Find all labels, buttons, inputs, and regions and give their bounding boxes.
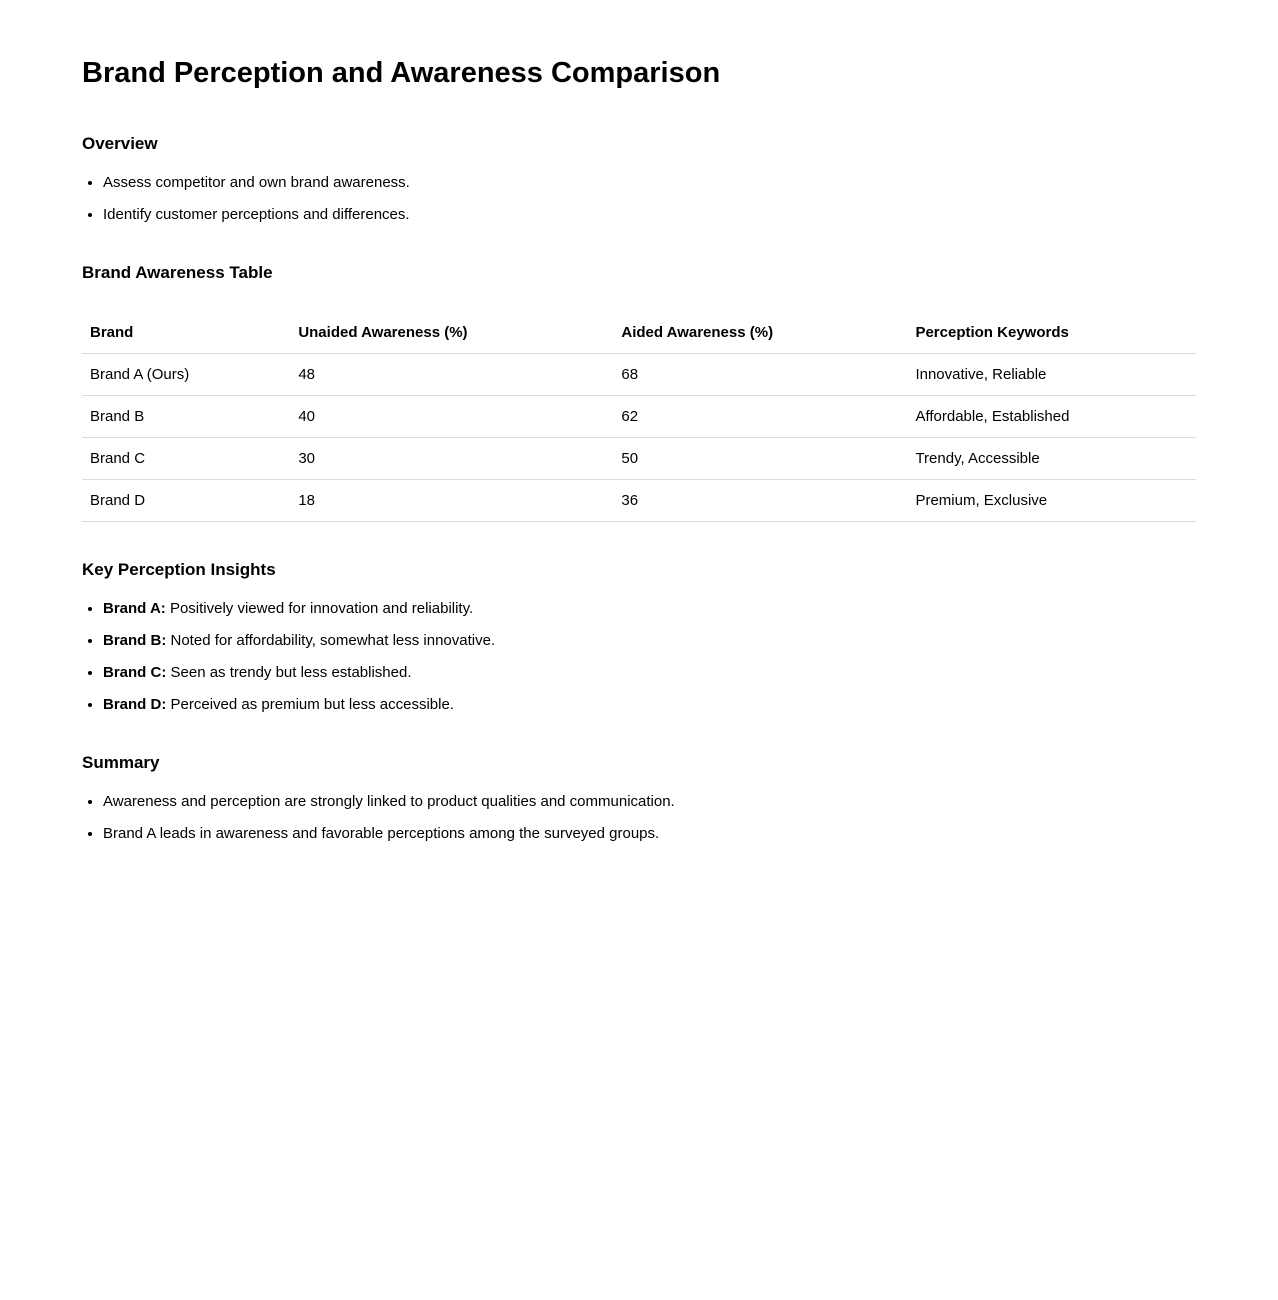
list-item: • Brand A leads in awareness and favorable perceptions among the surveyed groups.: [103, 823, 1196, 844]
table-row: [82, 353, 1196, 395]
insights-heading: Key Perception Insights: [82, 559, 276, 579]
list-item: • Identify customer perceptions and differences.: [103, 204, 1196, 225]
list-item: [103, 630, 1196, 651]
table-cell: 18: [290, 479, 613, 521]
insight-brand-label: Brand C:: [103, 664, 167, 682]
table-cell: Trendy, Accessible: [907, 437, 1196, 479]
overview-list: [82, 172, 1196, 225]
section-brand-awareness-table: [82, 263, 1196, 521]
table-cell: Brand C: [82, 437, 290, 479]
table-cell: 62: [613, 395, 907, 437]
table-row: [82, 479, 1196, 521]
insight-brand-label: Brand B:: [103, 632, 167, 650]
insight-brand-label: Brand A:: [103, 600, 166, 618]
section-summary: [82, 753, 1196, 844]
brand-awareness-table: [82, 312, 1196, 522]
table-row: [82, 395, 1196, 437]
table-cell: 30: [290, 437, 613, 479]
section-overview: [82, 134, 1196, 225]
table-cell: 68: [613, 353, 907, 395]
table-cell: Brand B: [82, 395, 290, 437]
list-item: • Assess competitor and own brand awareness.: [103, 172, 1196, 193]
column-header-keywords: Perception Keywords: [907, 312, 1196, 354]
table-cell: 50: [613, 437, 907, 479]
table-cell: 48: [290, 353, 613, 395]
table-header-row: [82, 312, 1196, 354]
section-key-perception-insights: [82, 560, 1196, 715]
table-cell: 40: [290, 395, 613, 437]
insight-text: Positively viewed for innovation and reliability.: [165, 600, 474, 618]
page-title: Brand Perception and Awareness Comparison: [82, 57, 721, 89]
list-item: [103, 598, 1196, 619]
list-item: [103, 694, 1196, 715]
awareness-table-heading: Brand Awareness Table: [82, 263, 273, 283]
overview-heading: Overview: [82, 133, 158, 153]
insight-text: Perceived as premium but less accessible.: [166, 696, 454, 714]
list-item: [103, 662, 1196, 683]
list-item: • Awareness and perception are strongly linked to product qualities and communication.: [103, 791, 1196, 812]
insight-text: Noted for affordability, somewhat less innovative.: [166, 632, 496, 650]
table-cell: 36: [613, 479, 907, 521]
table-cell: Affordable, Established: [907, 395, 1196, 437]
insight-text: Seen as trendy but less established.: [166, 664, 412, 682]
table-cell: Brand A (Ours): [82, 353, 290, 395]
table-cell: Innovative, Reliable: [907, 353, 1196, 395]
table-row: [82, 437, 1196, 479]
column-header-brand: Brand: [82, 312, 290, 354]
insight-brand-label: Brand D:: [103, 696, 167, 714]
insights-list: [82, 598, 1196, 715]
column-header-aided: Aided Awareness (%): [613, 312, 907, 354]
summary-list: [82, 791, 1196, 844]
column-header-unaided: Unaided Awareness (%): [290, 312, 613, 354]
summary-heading: Summary: [82, 753, 160, 773]
table-cell: Brand D: [82, 479, 290, 521]
table-cell: Premium, Exclusive: [907, 479, 1196, 521]
